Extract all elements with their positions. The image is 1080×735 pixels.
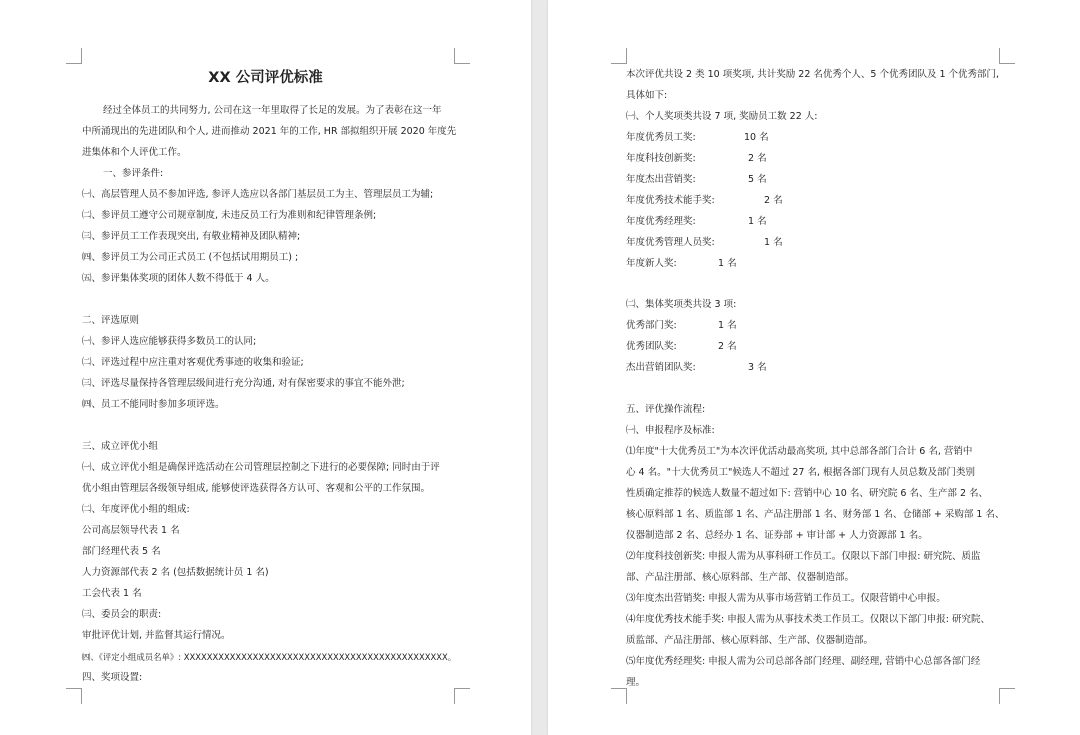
- summary-line: 本次评优共设 2 类 10 项奖项, 共计奖励 22 名优秀个人、5 个优秀团队及 1 个优秀部门,: [626, 69, 1000, 80]
- list-item: ㈣、员工不能同时参加多项评选。: [82, 399, 225, 410]
- document-page-right: [548, 0, 1080, 735]
- intro-line: 进集体和个人评优工作。: [82, 147, 187, 158]
- award-count: 2 名: [764, 195, 783, 206]
- award-count: 2 名: [748, 153, 767, 164]
- section-heading: 三、成立评优小组: [82, 441, 159, 452]
- text-line: ㈢、委员会的职责:: [82, 609, 162, 620]
- text-line: 理。: [626, 677, 646, 688]
- text-line: ⑵年度科技创新奖: 申报人需为从事科研工作员工。仅限以下部门申报: 研究院、质监: [626, 551, 981, 562]
- text-line: 优小组由管理层各级领导组成, 能够使评选获得各方认可、客观和公平的工作氛围。: [82, 483, 431, 494]
- text-line: ⑷年度优秀技术能手奖: 申报人需为从事技术类工作员工。仅限以下部门申报: 研究院、: [626, 614, 990, 625]
- text-line: ⑶年度杰出营销奖: 申报人需为从事市场营销工作员工。仅限营销中心申报。: [626, 593, 946, 604]
- text-line: 部门经理代表 5 名: [82, 546, 161, 557]
- award-name: 年度优秀技术能手奖:: [626, 195, 715, 206]
- award-name: 年度优秀员工奖:: [626, 132, 696, 143]
- text-line: ㈡、年度评优小组的组成:: [82, 504, 190, 515]
- section-heading: 二、评选原则: [82, 315, 140, 326]
- text-line: 审批评优计划, 并监督其运行情况。: [82, 630, 231, 641]
- text-line: 心 4 名。"十大优秀员工"候选人不超过 27 名, 根据各部门现有人员总数及部门类别: [626, 467, 975, 478]
- text-line: 质监部、产品注册部、核心原料部、生产部、仪器制造部。: [626, 635, 874, 646]
- award-name: 杰出营销团队奖:: [626, 362, 696, 373]
- award-count: 1 名: [748, 216, 767, 227]
- section-heading: 五、评优操作流程:: [626, 404, 706, 415]
- list-item: ㈢、评选尽量保持各管理层级间进行充分沟通, 对有保密要求的事宜不能外泄;: [82, 378, 405, 389]
- award-name: 年度科技创新奖:: [626, 153, 696, 164]
- award-count: 1 名: [764, 237, 783, 248]
- intro-line: 中所涌现出的先进团队和个人, 进而推动 2021 年的工作, HR 部拟组织开展 2020 年度先: [82, 126, 457, 137]
- award-name: 年度新人奖:: [626, 258, 677, 269]
- text-line: 部、产品注册部、核心原料部、生产部、仪器制造部。: [626, 572, 855, 583]
- text-line: ㈠、申报程序及标准:: [626, 425, 715, 436]
- award-name: 年度优秀经理奖:: [626, 216, 696, 227]
- text-line: 工会代表 1 名: [82, 588, 142, 599]
- document-page-left: [0, 0, 531, 735]
- award-name: 优秀部门奖:: [626, 320, 677, 331]
- text-line: 核心原料部 1 名、质监部 1 名、产品注册部 1 名、财务部 1 名、仓储部 + 采购部 1 名、: [626, 509, 1005, 520]
- text-line: ㈣、《评定小组成员名单》: XXXXXXXXXXXXXXXXXXXXXXXXXXXXXXXXXXXXXXXXXXXXXX。: [82, 652, 457, 662]
- list-item: ㈤、参评集体奖项的团体人数不得低于 4 人。: [82, 273, 275, 284]
- text-line: 性质确定推荐的候选人数量不超过如下: 营销中心 10 名、研究院 6 名、生产部 2 名、: [626, 488, 989, 499]
- award-name: 优秀团队奖:: [626, 341, 677, 352]
- award-count: 10 名: [744, 132, 769, 143]
- list-item: ㈡、评选过程中应注重对客观优秀事迹的收集和验证;: [82, 357, 304, 368]
- intro-line: 经过全体员工的共同努力, 公司在这一年里取得了长足的发展。为了表彰在这一年: [103, 105, 442, 116]
- text-line: 仪器制造部 2 名、总经办 1 名、证券部 + 审计部 + 人力资源部 1 名。: [626, 530, 928, 541]
- text-line: ⑴年度"十大优秀员工"为本次评优活动最高奖项, 其中总部各部门合计 6 名, 营销中: [626, 446, 973, 457]
- text-line: ⑸年度优秀经理奖: 申报人需为公司总部各部门经理、副经理, 营销中心总部各部门经: [626, 656, 981, 667]
- list-item: ㈢、参评员工工作表现突出, 有敬业精神及团队精神;: [82, 231, 301, 242]
- text-line: 公司高层领导代表 1 名: [82, 525, 180, 536]
- award-count: 3 名: [748, 362, 767, 373]
- award-name: 年度优秀管理人员奖:: [626, 237, 715, 248]
- text-line: 人力资源部代表 2 名 (包括数据统计员 1 名): [82, 567, 269, 578]
- section-heading: 一、参评条件:: [103, 168, 164, 179]
- award-count: 1 名: [718, 258, 737, 269]
- left-page-content[interactable]: [0, 0, 531, 735]
- text-line: ㈠、成立评优小组是确保评选活动在公司管理层控制之下进行的必要保障; 同时由于评: [82, 462, 440, 473]
- list-item: ㈠、高层管理人员不参加评选, 参评人选应以各部门基层员工为主、管理层员工为辅;: [82, 189, 434, 200]
- section-heading: ㈡、集体奖项类共设 3 项:: [626, 299, 737, 310]
- list-item: ㈡、参评员工遵守公司规章制度, 未违反员工行为准则和纪律管理条例;: [82, 210, 377, 221]
- list-item: ㈣、参评员工为公司正式员工 (不包括试用期员工) ;: [82, 252, 299, 263]
- section-heading: ㈠、个人奖项类共设 7 项, 奖励员工数 22 人:: [626, 111, 818, 122]
- right-page-content[interactable]: [548, 0, 1080, 735]
- section-heading: 四、奖项设置:: [82, 672, 143, 683]
- award-count: 2 名: [718, 341, 737, 352]
- award-count: 1 名: [718, 320, 737, 331]
- list-item: ㈠、参评人选应能够获得多数员工的认同;: [82, 336, 257, 347]
- award-name: 年度杰出营销奖:: [626, 174, 696, 185]
- award-count: 5 名: [748, 174, 767, 185]
- document-title: XX 公司评优标准: [208, 70, 323, 86]
- summary-line: 具体如下:: [626, 90, 668, 101]
